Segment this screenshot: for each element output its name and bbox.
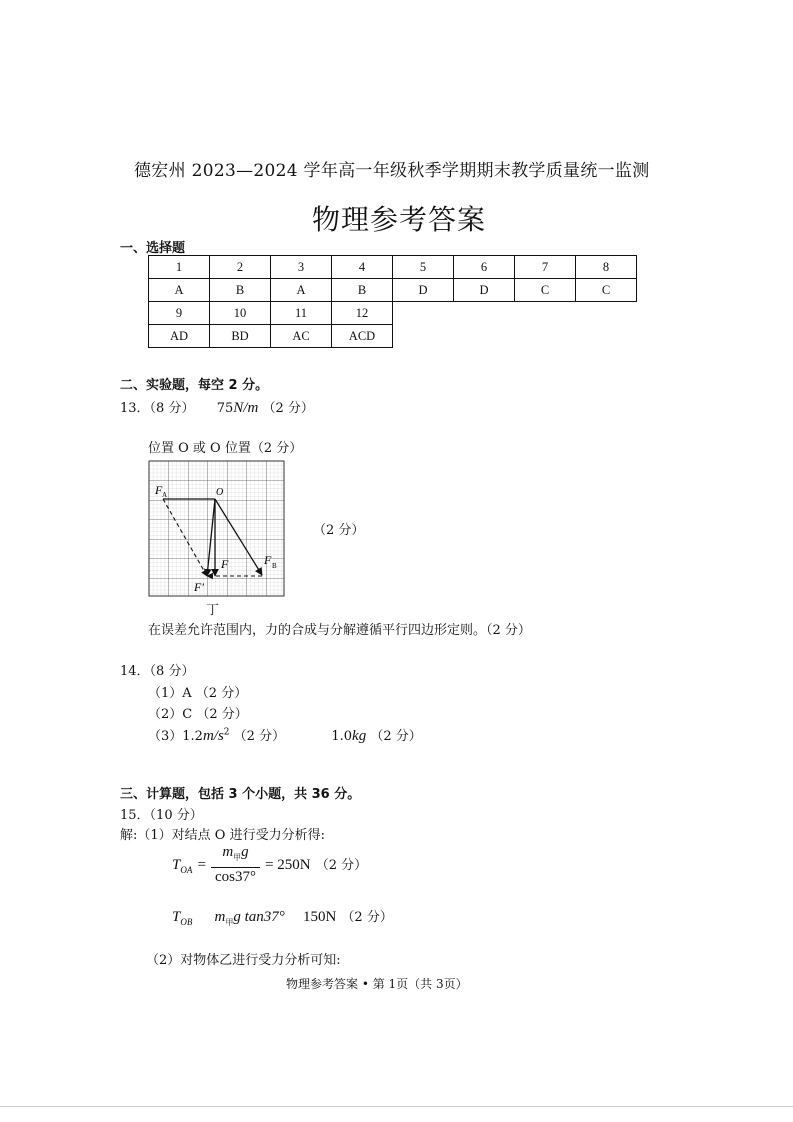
table-cell: 7 <box>515 256 576 279</box>
table-row <box>149 302 637 325</box>
q13-answer1-unit: N/m <box>233 400 259 416</box>
table-cell: AC <box>271 325 332 348</box>
table-cell-empty <box>515 302 576 325</box>
q14-label: 14．（8 分） <box>120 664 195 679</box>
equation-2 <box>172 906 393 928</box>
section-heading-choice: 一、选择题 <box>120 241 186 256</box>
label-fa: F <box>155 483 163 497</box>
table-cell: 8 <box>576 256 637 279</box>
table-cell: B <box>210 279 271 302</box>
eq1-fraction <box>211 843 260 886</box>
eq1-num-sub: 甲 <box>233 853 242 862</box>
table-cell-empty <box>393 325 454 348</box>
table-row <box>149 279 637 302</box>
table-cell: BD <box>210 325 271 348</box>
table-cell: D <box>393 279 454 302</box>
table-cell: 12 <box>332 302 393 325</box>
eq2-m: m <box>214 909 226 925</box>
q13-line1 <box>120 397 314 417</box>
table-cell-empty <box>576 302 637 325</box>
table-cell-empty <box>393 302 454 325</box>
q14-answer3-score: （2 分） <box>233 729 286 744</box>
table-cell: B <box>332 279 393 302</box>
table-cell-empty <box>515 325 576 348</box>
table-cell: 6 <box>454 256 515 279</box>
eq1-score: （2 分） <box>315 858 368 873</box>
table-row <box>149 325 637 348</box>
table-cell: 4 <box>332 256 393 279</box>
label-fb: F <box>264 553 272 567</box>
q14-answer3-unit: m/s <box>202 728 224 744</box>
q14-answer1: （1）A （2 分） <box>148 686 248 701</box>
eq1-numerator <box>211 843 260 868</box>
page-footer: 物理参考答案 • 第 1页（共 3页） <box>286 977 468 991</box>
section-heading-experiment: 二、实验题，每空 2 分。 <box>120 378 269 393</box>
figure-caption: 丁 <box>206 603 220 618</box>
label-f-prime: F′ <box>194 580 204 594</box>
eq2-score: （2 分） <box>341 910 393 925</box>
q14-answer3-value: （3）1.2 <box>148 729 203 744</box>
label-fa-sub: A <box>162 491 168 499</box>
eq2-rest: g tan37° <box>233 909 285 925</box>
section-heading-calc: 三、计算题，包括 3 个小题，共 36 分。 <box>120 787 361 802</box>
table-cell: AD <box>149 325 210 348</box>
table-cell-empty <box>454 302 515 325</box>
eq1-num-m: m <box>222 844 234 860</box>
q15-label: 15．（10 分） <box>120 808 203 823</box>
table-cell: 9 <box>149 302 210 325</box>
q13-figure-score: （2 分） <box>313 523 365 538</box>
q14-answer3b-value: 1.0 <box>331 729 353 744</box>
q14-answer2: （2）C （2 分） <box>148 707 248 722</box>
q13-answer3: 在误差允许范围内，力的合成与分解遵循平行四边形定则。（2 分） <box>148 623 531 638</box>
eq1-lhs: T <box>172 857 181 873</box>
table-cell-empty <box>454 325 515 348</box>
table-cell: 5 <box>393 256 454 279</box>
table-cell: A <box>271 279 332 302</box>
eq1-equals: = <box>197 857 206 873</box>
table-cell: ACD <box>332 325 393 348</box>
table-cell: 3 <box>271 256 332 279</box>
table-row <box>149 256 637 279</box>
force-diagram <box>146 458 288 616</box>
q13-answer1-value: 75 <box>216 401 234 416</box>
q15-line1: 解:（1）对结点 O 进行受力分析得: <box>120 828 325 843</box>
table-cell: D <box>454 279 515 302</box>
eq1-denominator: cos37° <box>215 869 256 885</box>
q15-line2: （2）对物体乙进行受力分析可知: <box>146 953 341 968</box>
eq1-lhs-sub: OA <box>180 865 193 876</box>
eq2-lhs-sub: OB <box>180 917 193 928</box>
q13-answer2: 位置 O 或 O 位置（2 分） <box>148 441 303 456</box>
table-cell: C <box>576 279 637 302</box>
q13-answer1-score: （2 分） <box>262 401 314 416</box>
equation-1 <box>172 843 367 886</box>
q14-answer3-sup: 2 <box>223 727 230 738</box>
eq2-m-sub: 甲 <box>225 918 234 928</box>
bottom-divider <box>0 1106 793 1107</box>
eq1-num-g: g <box>241 844 249 860</box>
label-f: F <box>221 557 229 571</box>
table-cell: 10 <box>210 302 271 325</box>
eq2-lhs: T <box>172 909 181 925</box>
eq2-value: 150N <box>302 909 337 925</box>
table-cell: C <box>515 279 576 302</box>
table-cell: 1 <box>149 256 210 279</box>
eq1-rhs: = 250N <box>265 857 311 873</box>
page-title: 物理参考答案 <box>312 203 487 236</box>
q13-label: 13．（8 分） <box>120 401 195 416</box>
answer-table <box>148 255 637 348</box>
q14-answer3b-score: （2 分） <box>370 729 422 744</box>
label-o: O <box>216 487 224 498</box>
table-cell: 2 <box>210 256 271 279</box>
label-fb-sub: B <box>272 562 277 570</box>
exam-title: 德宏州 2023—2024 学年高一年级秋季学期期末教学质量统一监测 <box>134 161 650 181</box>
q14-answer3 <box>148 725 422 745</box>
q14-answer3b-unit: kg <box>352 728 367 744</box>
table-cell: 11 <box>271 302 332 325</box>
table-cell: A <box>149 279 210 302</box>
table-cell-empty <box>576 325 637 348</box>
